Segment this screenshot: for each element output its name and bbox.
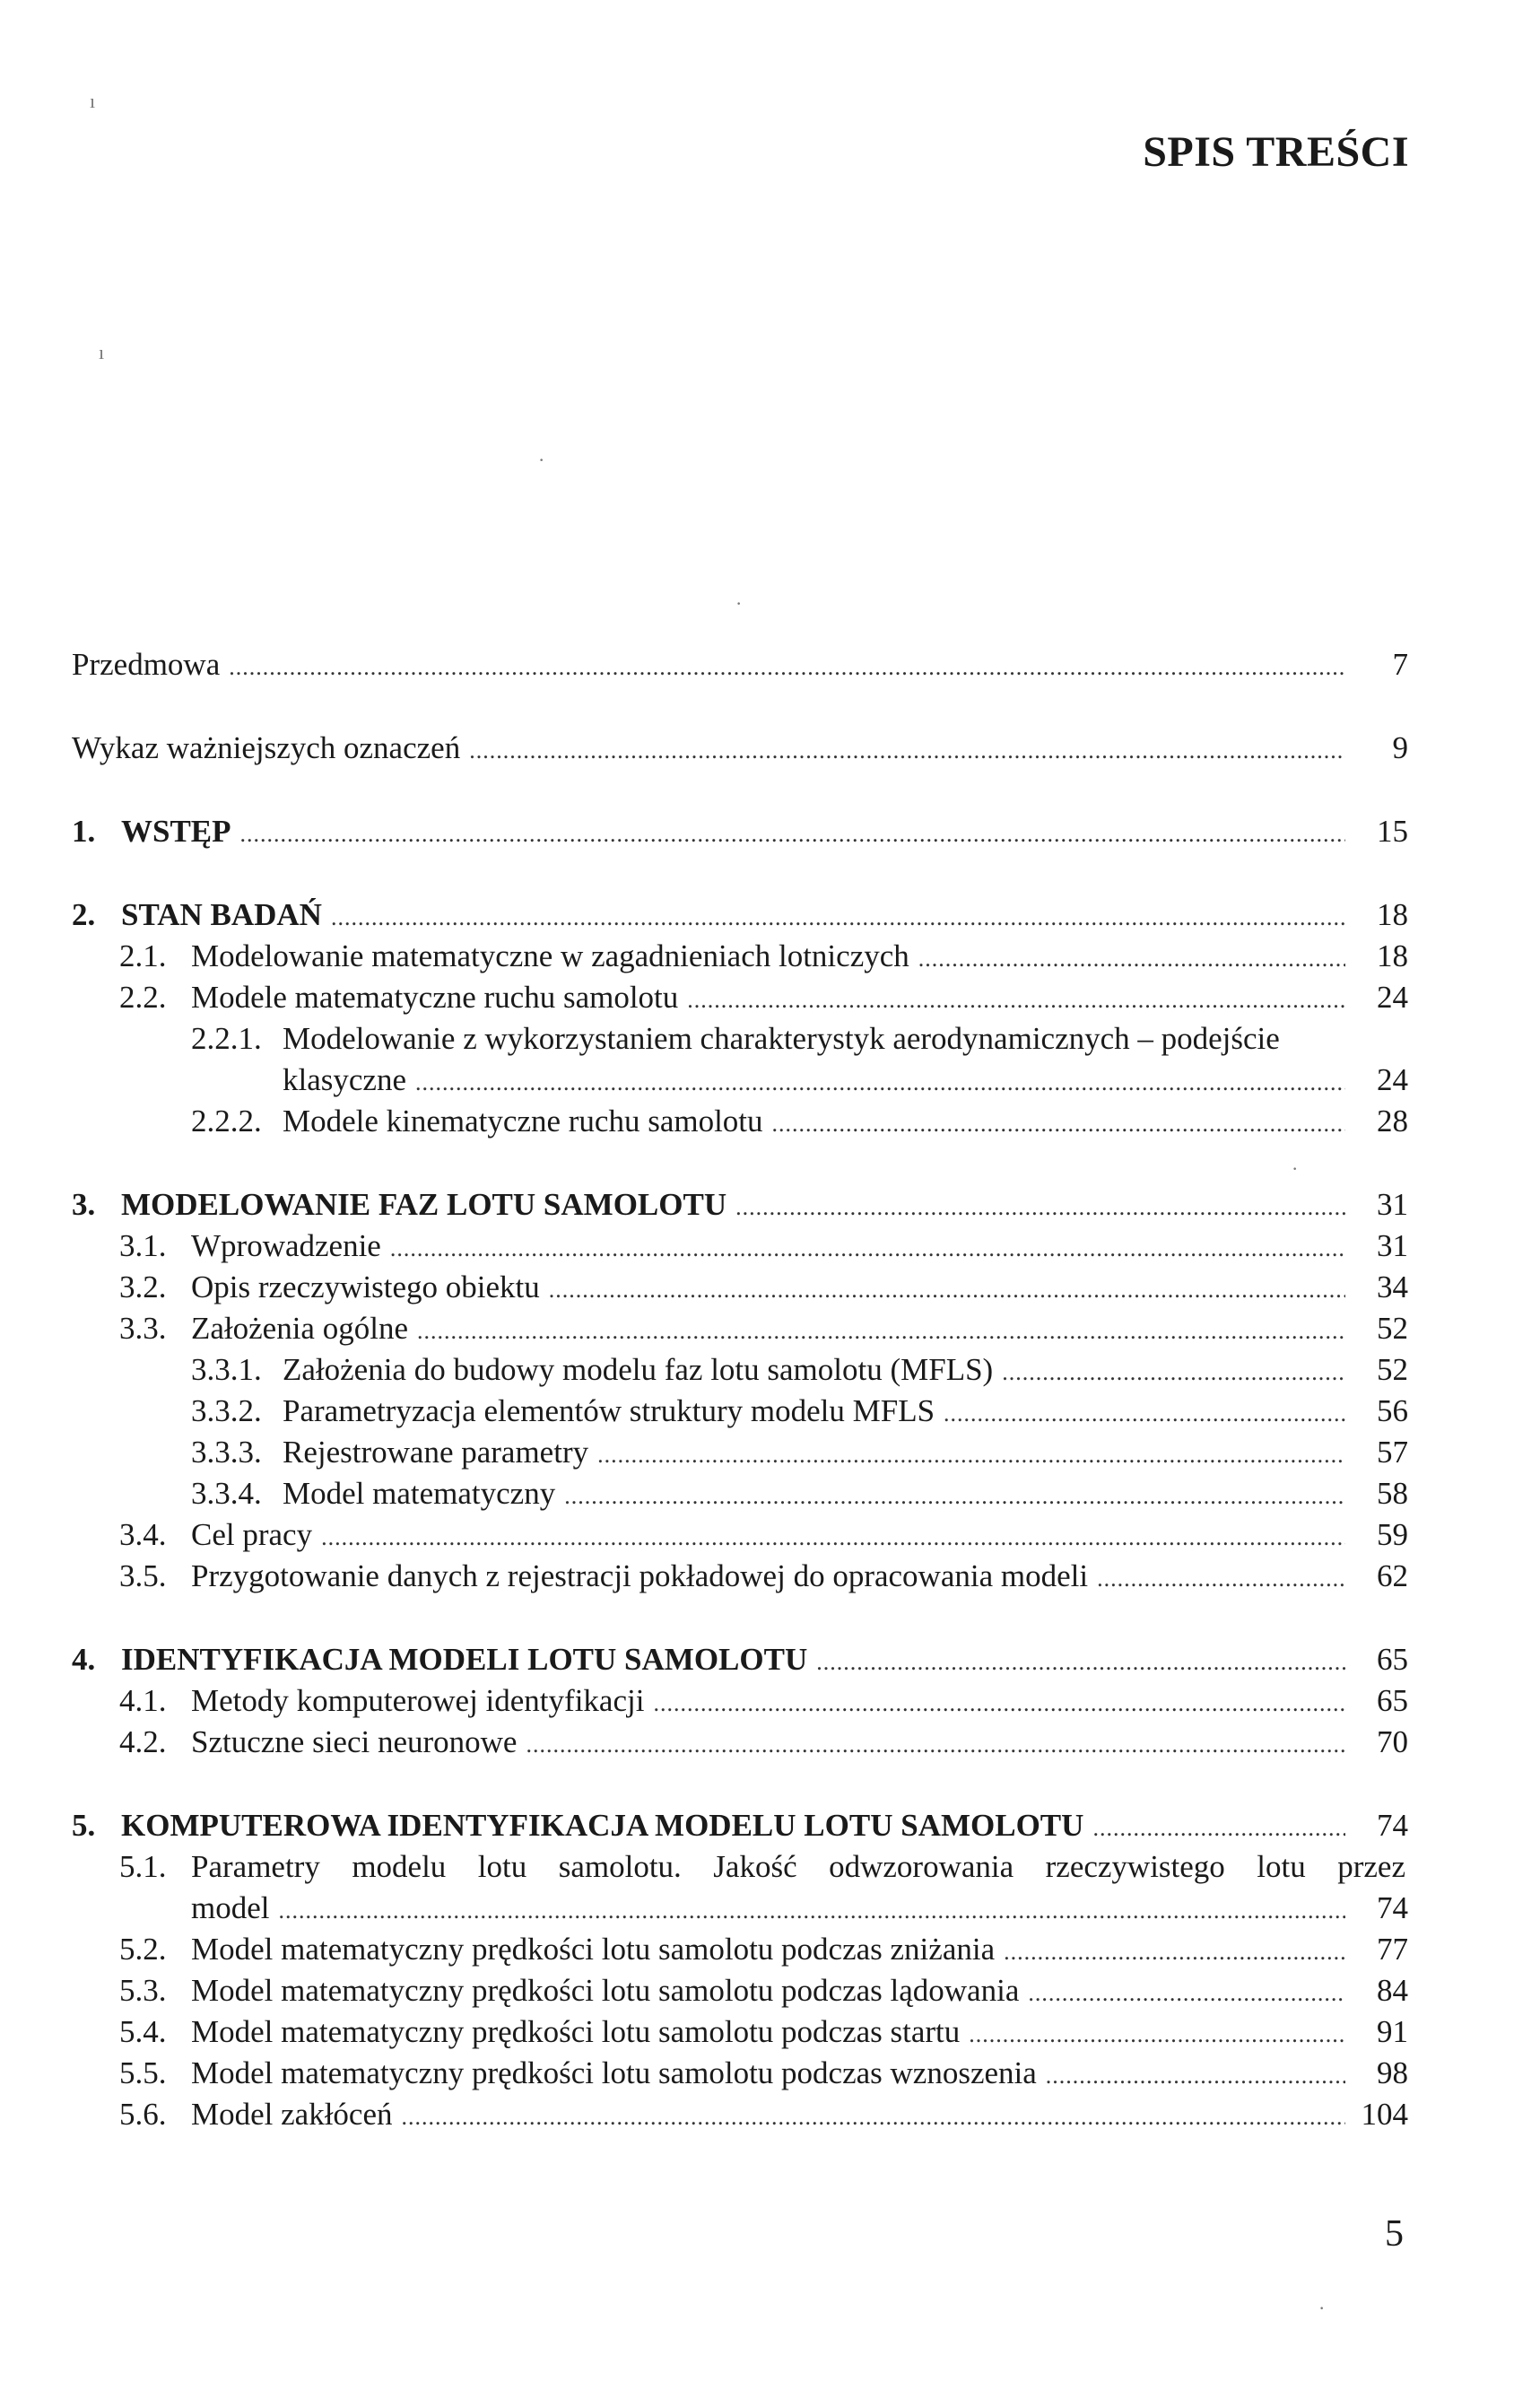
toc-entry-page: 104 <box>1361 2097 1408 2132</box>
dot-leader <box>469 730 1345 772</box>
toc-entry-title: Model matematyczny prędkości lotu samolotu podczas lądowania <box>191 1973 1020 2008</box>
toc-entry-page: 52 <box>1377 1311 1408 1346</box>
toc-entry-title: Rejestrowane parametry <box>283 1435 589 1470</box>
toc-entry-number: 4.1. <box>119 1683 167 1718</box>
dot-leader <box>1097 1558 1345 1600</box>
toc-entry-title: WSTĘP <box>121 814 231 849</box>
toc-entry-number: 1. <box>72 814 96 849</box>
toc-section-3-2[interactable] <box>72 1267 1408 1308</box>
toc-entry-title: Założenia ogólne <box>191 1311 408 1346</box>
toc-entry-title: STAN BADAŃ <box>121 897 322 932</box>
toc-entry-number: 3.5. <box>119 1558 167 1593</box>
dot-leader <box>1004 1932 1345 1973</box>
toc-entry-title: Cel pracy <box>191 1517 313 1552</box>
toc-subsection-3-3-3[interactable] <box>72 1432 1408 1473</box>
toc-entry-page: 59 <box>1377 1517 1408 1552</box>
toc-section-3-4[interactable] <box>72 1514 1408 1556</box>
toc-entry-title: Parametryzacja elementów struktury modelu MFLS <box>283 1393 935 1428</box>
toc-entry-title-continued: model <box>191 1890 270 1925</box>
toc-entry-number: 3. <box>72 1187 96 1222</box>
scan-speck: · <box>1318 2297 1326 2319</box>
dot-leader <box>735 1187 1345 1228</box>
dot-leader <box>415 1062 1345 1104</box>
toc-chapter-3[interactable] <box>72 1184 1408 1226</box>
toc-entry-title: Modelowanie matematyczne w zagadnieniach lotniczych <box>191 938 909 973</box>
toc-section-4-1[interactable] <box>72 1680 1408 1722</box>
toc-entry-number: 3.3.1. <box>191 1352 262 1387</box>
toc-chapter-2[interactable] <box>72 894 1408 936</box>
toc-entry-page: 58 <box>1377 1476 1408 1511</box>
toc-entry-page: 31 <box>1377 1228 1408 1263</box>
toc-entry-title: Model zakłóceń <box>191 2097 393 2132</box>
toc-section-4-2[interactable] <box>72 1722 1408 1763</box>
toc-chapter-1[interactable] <box>72 811 1408 852</box>
dot-leader <box>597 1435 1345 1476</box>
dot-leader <box>1028 1973 1345 2014</box>
toc-entry-number: 5.4. <box>119 2014 167 2049</box>
dot-leader <box>278 1890 1345 1932</box>
dot-leader <box>321 1517 1345 1558</box>
dot-leader <box>526 1724 1345 1766</box>
toc-entry-page: 18 <box>1377 897 1408 932</box>
dot-leader <box>969 2014 1345 2055</box>
dot-leader <box>402 2097 1346 2138</box>
toc-entry-title: Wprowadzenie <box>191 1228 381 1263</box>
dot-leader <box>918 938 1345 980</box>
toc-entry-title: Model matematyczny prędkości lotu samolotu podczas startu <box>191 2014 961 2049</box>
toc-entry-title: Model matematyczny prędkości lotu samolotu podczas zniżania <box>191 1932 996 1967</box>
table-of-contents <box>72 644 1408 2135</box>
toc-entry-page: 62 <box>1377 1558 1408 1593</box>
toc-entry-number: 3.2. <box>119 1269 167 1304</box>
toc-section-2-1[interactable] <box>72 936 1408 977</box>
toc-entry-number: 5. <box>72 1808 96 1843</box>
dot-leader <box>772 1104 1345 1145</box>
toc-entry-page: 9 <box>1392 730 1408 765</box>
toc-entry-page: 65 <box>1377 1642 1408 1677</box>
dot-leader <box>331 897 1345 938</box>
dot-leader <box>1002 1352 1345 1393</box>
toc-entry-page: 56 <box>1377 1393 1408 1428</box>
toc-entry-title: Opis rzeczywistego obiektu <box>191 1269 540 1304</box>
toc-entry-page: 57 <box>1377 1435 1408 1470</box>
toc-entry-page: 15 <box>1377 814 1408 849</box>
toc-entry-number: 2.2.2. <box>191 1104 262 1139</box>
toc-section-3-5[interactable] <box>72 1556 1408 1597</box>
dot-leader <box>1046 2055 1345 2097</box>
toc-entry-title: Modelowanie z wykorzystaniem charakterystyk aerodynamicznych – podejście <box>283 1021 1280 1056</box>
toc-entry-page: 74 <box>1377 1890 1408 1925</box>
toc-entry-page: 70 <box>1377 1724 1408 1759</box>
toc-entry-page: 77 <box>1377 1932 1408 1967</box>
toc-entry-page: 52 <box>1377 1352 1408 1387</box>
toc-section-5-5[interactable] <box>72 2053 1408 2094</box>
toc-entry-title-continued: klasyczne <box>283 1062 406 1097</box>
toc-entry-number: 5.1. <box>119 1849 167 1884</box>
dot-leader <box>417 1311 1345 1352</box>
toc-entry-number: 3.3.4. <box>191 1476 262 1511</box>
toc-entry-title: Przygotowanie danych z rejestracji pokładowej do opracowania modeli <box>191 1558 1089 1593</box>
dot-leader <box>229 647 1345 688</box>
toc-entry-title: Parametry modelu lotu samolotu. Jakość odwzorowania rzeczywistego lotu przez <box>191 1849 1405 1884</box>
toc-section-5-2[interactable] <box>72 1929 1408 1970</box>
toc-section-5-4[interactable] <box>72 2011 1408 2053</box>
toc-entry-title: Modele kinematyczne ruchu samolotu <box>283 1104 763 1139</box>
toc-entry-title: Wykaz ważniejszych oznaczeń <box>72 730 461 765</box>
toc-entry-number: 3.3. <box>119 1311 167 1346</box>
scan-speck: · <box>538 449 545 471</box>
toc-entry-number: 5.3. <box>119 1973 167 2008</box>
toc-entry-title: Założenia do budowy modelu faz lotu samolotu (MFLS) <box>283 1352 994 1387</box>
toc-section-2-2[interactable] <box>72 977 1408 1018</box>
dot-leader <box>564 1476 1345 1517</box>
toc-entry-number: 5.6. <box>119 2097 167 2132</box>
page-number: 5 <box>1385 2213 1404 2255</box>
toc-entry-page: 31 <box>1377 1187 1408 1222</box>
toc-entry-page: 98 <box>1377 2055 1408 2090</box>
toc-entry-page: 24 <box>1377 980 1408 1015</box>
dot-leader <box>240 814 1345 855</box>
toc-entry-title: Przedmowa <box>72 647 221 682</box>
toc-chapter-4[interactable] <box>72 1639 1408 1680</box>
toc-subsection-2-2-2[interactable] <box>72 1101 1408 1142</box>
dot-leader <box>390 1228 1345 1269</box>
scan-speck: ı <box>99 341 105 363</box>
toc-entry-title: Sztuczne sieci neuronowe <box>191 1724 518 1759</box>
page-title: SPIS TREŚCI <box>1143 128 1409 176</box>
toc-entry-page: 34 <box>1377 1269 1408 1304</box>
toc-chapter-5[interactable] <box>72 1805 1408 1846</box>
toc-entry-page: 74 <box>1377 1808 1408 1843</box>
toc-entry-title: MODELOWANIE FAZ LOTU SAMOLOTU <box>121 1187 727 1222</box>
toc-entry-title: Model matematyczny <box>283 1476 556 1511</box>
toc-section-3-3[interactable] <box>72 1308 1408 1349</box>
toc-section-3-1[interactable] <box>72 1226 1408 1267</box>
toc-subsection-2-2-1[interactable] <box>72 1018 1408 1101</box>
toc-entry-title: Metody komputerowej identyfikacji <box>191 1683 645 1718</box>
toc-entry-number: 3.3.3. <box>191 1435 262 1470</box>
toc-entry-number: 2.2.1. <box>191 1021 262 1056</box>
toc-section-5-6[interactable] <box>72 2094 1408 2135</box>
scan-speck: ı <box>90 90 96 112</box>
toc-entry-page: 91 <box>1377 2014 1408 2049</box>
toc-entry-page: 84 <box>1377 1973 1408 2008</box>
toc-entry-wykaz-oznaczen[interactable] <box>72 728 1408 769</box>
toc-entry-page: 28 <box>1377 1104 1408 1139</box>
toc-entry-title: IDENTYFIKACJA MODELI LOTU SAMOLOTU <box>121 1642 808 1677</box>
toc-section-5-1[interactable] <box>72 1846 1408 1929</box>
toc-entry-number: 2. <box>72 897 96 932</box>
dot-leader <box>687 980 1345 1021</box>
toc-section-5-3[interactable] <box>72 1970 1408 2011</box>
toc-entry-number: 5.5. <box>119 2055 167 2090</box>
toc-entry-title: Model matematyczny prędkości lotu samolotu podczas wznoszenia <box>191 2055 1037 2090</box>
toc-subsection-3-3-1[interactable] <box>72 1349 1408 1391</box>
toc-entry-page: 18 <box>1377 938 1408 973</box>
toc-entry-page: 24 <box>1377 1062 1408 1097</box>
toc-entry-przedmowa[interactable] <box>72 644 1408 685</box>
toc-entry-number: 4.2. <box>119 1724 167 1759</box>
toc-entry-number: 4. <box>72 1642 96 1677</box>
toc-entry-page: 7 <box>1392 647 1408 682</box>
scan-speck: · <box>1292 1157 1299 1180</box>
dot-leader <box>549 1269 1345 1311</box>
toc-entry-title: KOMPUTEROWA IDENTYFIKACJA MODELU LOTU SAMOLOTU <box>121 1808 1084 1843</box>
toc-entry-number: 2.1. <box>119 938 167 973</box>
toc-entry-number: 3.1. <box>119 1228 167 1263</box>
scan-speck: · <box>735 592 743 615</box>
toc-entry-number: 3.4. <box>119 1517 167 1552</box>
dot-leader <box>944 1393 1345 1435</box>
dot-leader <box>816 1642 1345 1683</box>
toc-entry-number: 2.2. <box>119 980 167 1015</box>
toc-subsection-3-3-2[interactable] <box>72 1391 1408 1432</box>
toc-entry-title: Modele matematyczne ruchu samolotu <box>191 980 679 1015</box>
toc-subsection-3-3-4[interactable] <box>72 1473 1408 1514</box>
toc-entry-number: 5.2. <box>119 1932 167 1967</box>
toc-entry-page: 65 <box>1377 1683 1408 1718</box>
toc-entry-number: 3.3.2. <box>191 1393 262 1428</box>
dot-leader <box>1092 1808 1345 1849</box>
dot-leader <box>653 1683 1345 1724</box>
